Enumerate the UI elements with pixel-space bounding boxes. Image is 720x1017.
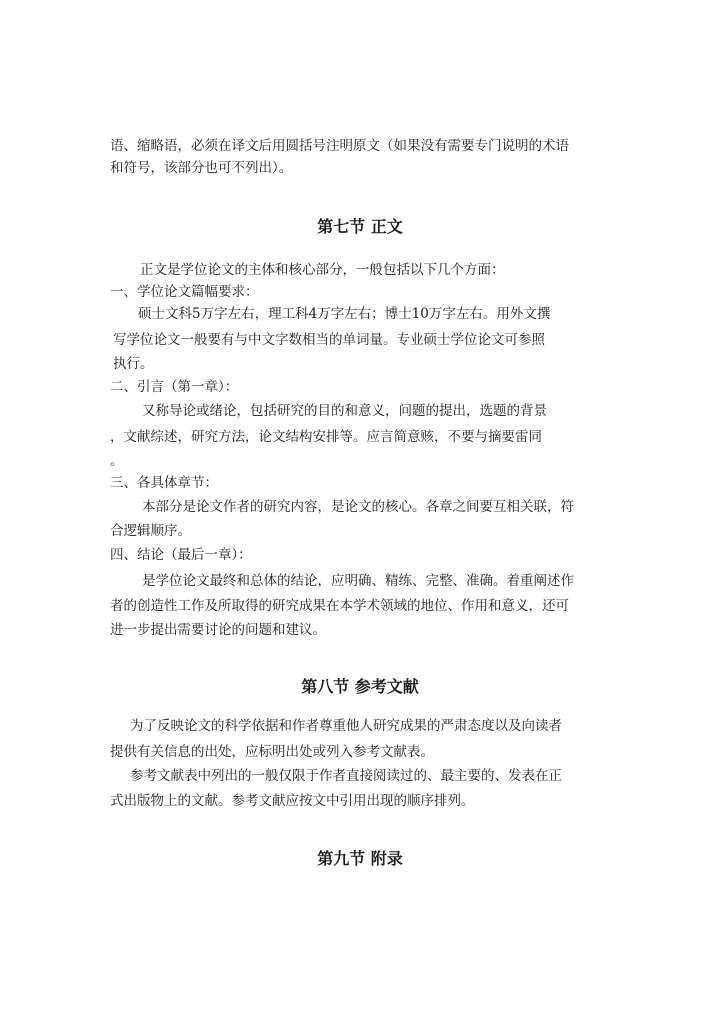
intro-line-1: 语、缩略语，必须在译文后用圆括号注明原文（如果没有需要专门说明的术语 [110,138,569,154]
item-4-line-1: 是学位论文最终和总体的结论，应明确、精练、完整、准确。着重阐述作 [142,573,574,589]
item-2-line-2: ，文献综述，研究方法，论文结构安排等。应言简意赅，不要与摘要雷同 [110,429,542,445]
section-8-title: 第八节 参考文献 [301,677,419,696]
intro-line-2: 和符号，该部分也可不列出）。 [110,160,293,176]
section-7-title: 第七节 正文 [317,217,403,236]
item-4-line-3: 进一步提出需要讨论的问题和建议。 [110,622,326,638]
section-8-p2-line-2: 式出版物上的文献。参考文献应按文中引用出现的顺序排列。 [110,793,475,809]
section-8-p1-line-2: 提供有关信息的出处，应标明出处或列入参考文献表。 [110,744,434,760]
item-3-line-1: 本部分是论文作者的研究内容，是论文的核心。各章之间要互相关联，符 [142,499,574,515]
section-9-title: 第九节 附录 [317,849,403,868]
item-3-label: 三、各具体章节： [110,475,218,491]
section-7-lead: 正文是学位论文的主体和核心部分，一般包括以下几个方面： [140,262,505,278]
item-1-line-1: 硕士文科5万字左右，理工科4万字左右；博士10万字左右。用外文撰 [138,306,551,322]
item-1-label: 一、学位论文篇幅要求： [110,284,259,300]
item-4-label: 四、结论（最后一章）： [110,547,252,563]
item-3-line-2: 合逻辑顺序。 [110,523,191,539]
section-8-p2-line-1: 参考文献表中列出的一般仅限于作者直接阅读过的、最主要的、发表在正 [130,768,562,784]
item-2-line-3: 。 [110,453,124,469]
item-1-line-2: 写学位论文一般要有与中文字数相当的单词量。专业硕士学位论文可参照 [113,332,545,348]
section-8-p1-line-1: 为了反映论文的科学依据和作者尊重他人研究成果的严肃态度以及向读者 [130,718,562,734]
item-1-line-3: 执行。 [113,356,154,372]
item-2-label: 二、引言（第一章）： [110,379,239,395]
item-4-line-2: 者的创造性工作及所取得的研究成果在本学术领域的地位、作用和意义，还可 [110,598,569,614]
item-2-line-1: 又称导论或绪论，包括研究的目的和意义，问题的提出，选题的背景 [142,403,547,419]
